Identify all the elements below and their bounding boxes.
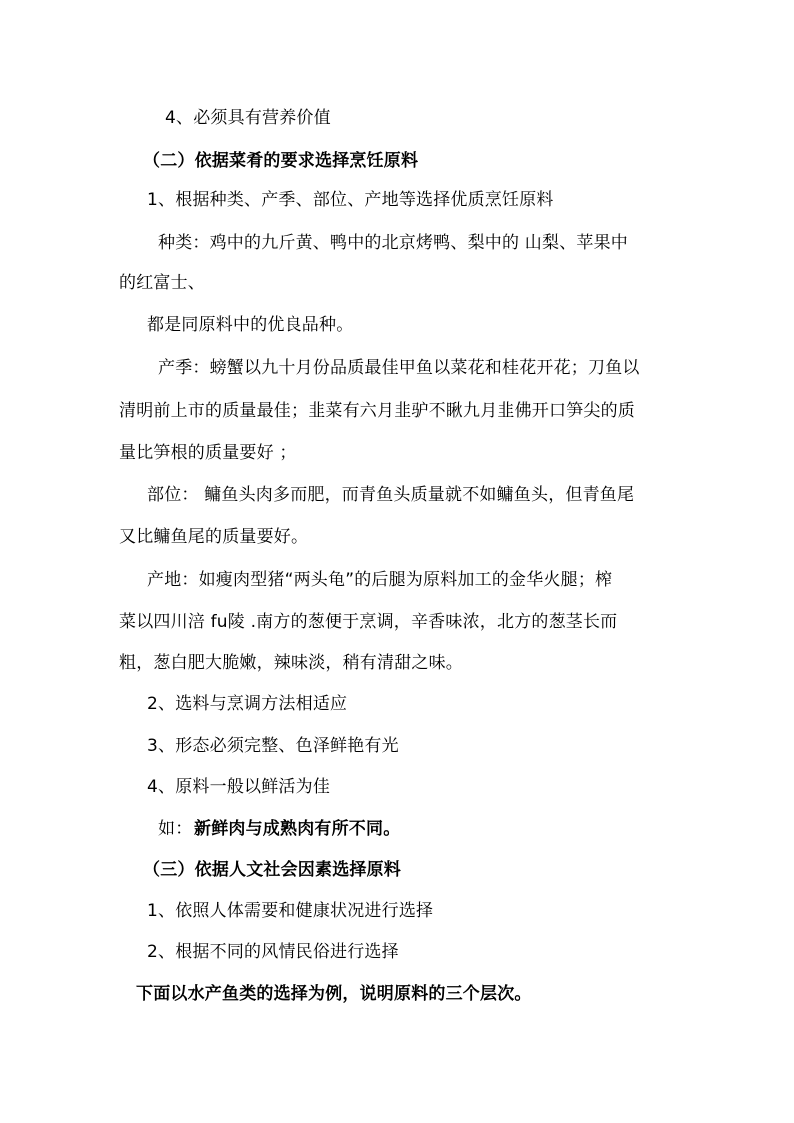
paragraph-season-line2: 清明前上市的质量最佳；韭菜有六月韭驴不瞅九月韭佛开口笋尖的质 bbox=[119, 401, 635, 421]
paragraph-variety-line1: 种类：鸡中的九斤黄、鸭中的北京烤鸭、梨中的 山梨、苹果中 bbox=[158, 233, 629, 253]
paragraph-origin-line3: 粗，葱白肥大脆嫩，辣味淡，稍有清甜之味。 bbox=[119, 653, 463, 673]
paragraph-part-line1: 部位： 鳙鱼头肉多而肥，而青鱼头质量就不如鳙鱼头，但青鱼尾 bbox=[147, 485, 635, 505]
paragraph-variety-line3: 都是同原料中的优良品种。 bbox=[147, 315, 354, 335]
list-item-freshness: 4、原料一般以鲜活为佳 bbox=[147, 777, 331, 797]
paragraph-part-line2: 又比鳙鱼尾的质量要好。 bbox=[119, 527, 309, 547]
list-item-shape-color: 3、形态必须完整、色泽鲜艳有光 bbox=[147, 736, 399, 756]
section-heading-cultural-factors: （三）依据人文社会因素选择原料 bbox=[143, 860, 401, 880]
section-heading-dish-requirements: （二）依据菜肴的要求选择烹饪原料 bbox=[143, 151, 419, 171]
list-item-health-needs: 1、依照人体需要和健康状况进行选择 bbox=[147, 901, 434, 921]
example-label: 如： bbox=[158, 819, 193, 839]
list-item-cooking-method: 2、选料与烹调方法相适应 bbox=[147, 694, 348, 714]
paragraph-season-line3: 量比笋根的质量要好 ； bbox=[119, 443, 297, 463]
paragraph-season-line1: 产季：螃蟹以九十月份品质最佳甲鱼以菜花和桂花开花；刀鱼以 bbox=[158, 358, 640, 378]
example-fresh-meat: 新鲜肉与成熟肉有所不同。 bbox=[194, 819, 401, 839]
list-item-local-customs: 2、根据不同的风情民俗进行选择 bbox=[147, 942, 399, 962]
paragraph-origin-line2: 菜以四川涪 fu陵 .南方的葱便于烹调，辛香味浓，北方的葱茎长而 bbox=[119, 612, 618, 632]
list-item-quality-selection: 1、根据种类、产季、部位、产地等选择优质烹饪原料 bbox=[147, 190, 554, 210]
summary-sentence: 下面以水产鱼类的选择为例，说明原料的三个层次。 bbox=[136, 984, 532, 1004]
paragraph-variety-line2: 的红富士、 bbox=[119, 273, 205, 293]
paragraph-origin-line1: 产地：如瘦肉型猪“两头龟”的后腿为原料加工的金华火腿；榨 bbox=[147, 570, 613, 590]
list-item-nutrition: 4、必须具有营养价值 bbox=[165, 108, 331, 128]
